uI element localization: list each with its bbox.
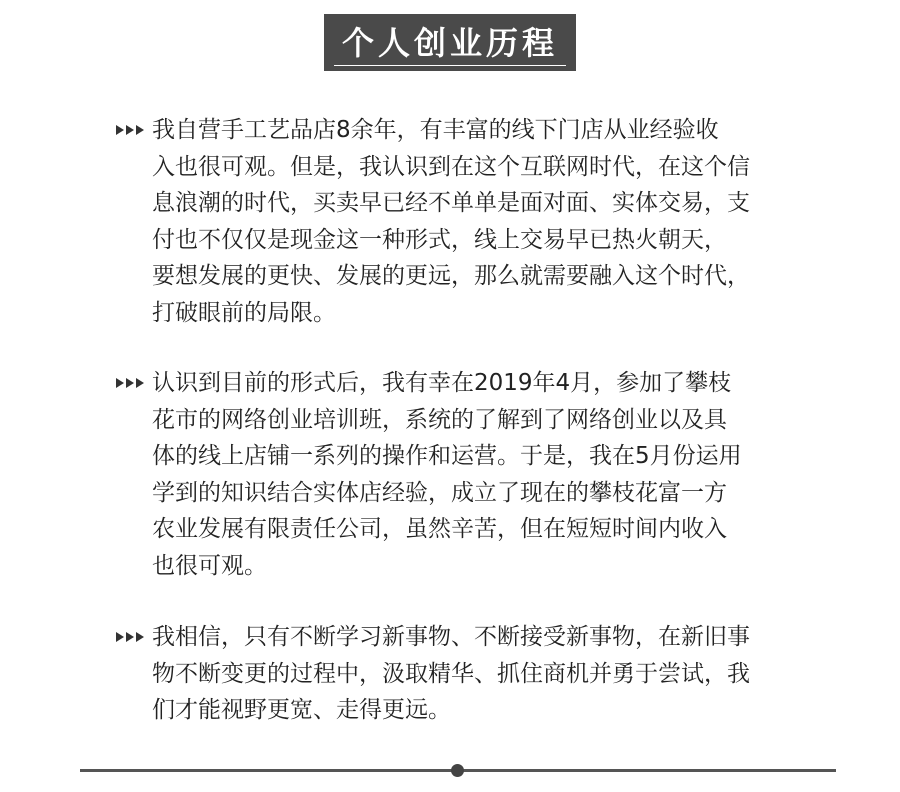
title-inner [328, 18, 572, 63]
title-container [0, 14, 900, 75]
triple-triangle-bullet-icon [116, 630, 146, 644]
footer-divider [80, 764, 836, 776]
paragraph-1: 我自营手工艺品店8余年，有丰富的线下门店从业经验收 入也很可观。但是，我认识到在这个互联网时代，在这个信 息浪潮的时代，买卖早已经不单单是面对面、实体交易，支 付也不仅仅是现金这一种形式，线上交易早已热火朝天， 要想发展的更快、发展的更远，那么就需要融入这个时代， 打破眼前的局限。 [152, 117, 750, 326]
page-title: 个人创业历程 [341, 23, 558, 62]
triple-triangle-bullet-icon [116, 123, 146, 137]
paragraph-2: 认识到目前的形式后，我有幸在2019年4月，参加了攀枝 花市的网络创业培训班，系统的了解到了网络创业以及具 体的线上店铺一系列的操作和运营。于是，我在5月份运用 学到的知识结合实体店经验，成立了现在的攀枝花富一方 农业发展有限责任公司，虽然辛苦，但在短短时间内收入 也很可观。 [152, 370, 742, 579]
divider-dot-icon [451, 764, 464, 777]
title-banner [324, 14, 576, 71]
paragraph-3: 我相信，只有不断学习新事物、不断接受新事物，在新旧事 物不断变更的过程中，汲取精华、抓住商机并勇于尝试，我 们才能视野更宽、走得更远。 [152, 624, 750, 723]
title-underline [334, 65, 566, 66]
triple-triangle-bullet-icon [116, 376, 146, 390]
